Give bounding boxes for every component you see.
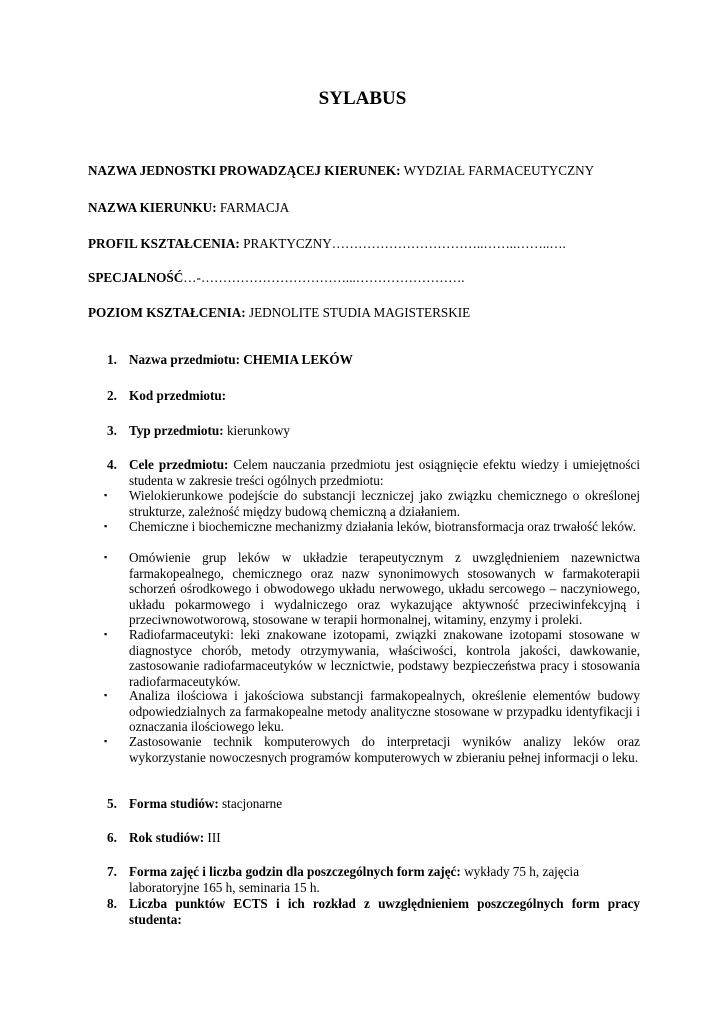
- section-6: [107, 830, 640, 846]
- section-label: Kod przedmiotu:: [129, 388, 227, 403]
- goal-bullet-6: [104, 734, 640, 765]
- bullet-text: Zastosowanie technik komputerowych do interpretacji wyników analizy leków oraz wykorzystanie nowoczesnych programów komputerowych w zbieraniu pełnej informacji o leku.: [129, 734, 640, 765]
- section-value: stacjonarne: [218, 796, 283, 811]
- section-number: 6.: [107, 830, 117, 845]
- goal-bullet-5: [104, 688, 640, 735]
- meta-profile: [88, 236, 648, 252]
- section-number: 7.: [107, 864, 117, 879]
- section-2: [107, 388, 640, 404]
- section-number: 8.: [107, 896, 117, 911]
- bullet-text: Chemiczne i biochemiczne mechanizmy działania leków, biotransformacja oraz trwałość leków.: [129, 519, 636, 534]
- bullet-marker: ▪: [104, 736, 108, 746]
- bullet-marker: ▪: [104, 521, 108, 531]
- meta-value: FARMACJA: [216, 200, 290, 215]
- section-number: 1.: [107, 352, 117, 367]
- section-label: Forma zajęć i liczba godzin dla poszczególnych form zajęć:: [129, 864, 461, 879]
- section-label: Forma studiów:: [129, 796, 219, 811]
- meta-specialty: [88, 270, 648, 286]
- section-7: [107, 864, 640, 895]
- section-value: Celem nauczania przedmiotu jest osiągnięcie efektu wiedzy i umiejętności studenta w zakresie treści ogólnych przedmiotu:: [129, 457, 641, 488]
- meta-label: POZIOM KSZTAŁCENIA:: [88, 305, 246, 320]
- bullet-marker: ▪: [104, 490, 108, 500]
- bullet-marker: ▪: [104, 629, 108, 639]
- section-4: [107, 457, 640, 488]
- section-value: CHEMIA LEKÓW: [243, 352, 353, 367]
- bullet-marker: ▪: [104, 690, 108, 700]
- page-title: SYLABUS: [318, 88, 407, 109]
- section-value: wykłady 75 h, zajęcia laboratoryjne 165 h, seminaria 15 h.: [129, 864, 580, 895]
- goal-bullet-3: [104, 550, 640, 628]
- meta-label: NAZWA KIERUNKU:: [88, 200, 217, 215]
- bullet-text: Analiza ilościowa i jakościowa substancji farmakopealnych, określenie elementów budowy odpowiedzialnych za farmakopealne metody analityczne stosowane w przypadku identyfikacji i oznaczania ilościowego leku.: [129, 688, 640, 734]
- goal-bullet-4: [104, 627, 640, 689]
- section-number: 3.: [107, 423, 117, 438]
- section-number: 4.: [107, 457, 117, 472]
- section-label: Liczba punktów ECTS i ich rozkład z uwzględnieniem poszczególnych form pracy studenta:: [129, 896, 640, 927]
- meta-label: PROFIL KSZTAŁCENIA:: [88, 236, 240, 251]
- meta-label: NAZWA JEDNOSTKI PROWADZĄCEJ KIERUNEK:: [88, 163, 401, 178]
- section-label: Cele przedmiotu:: [129, 457, 229, 472]
- goal-bullet-1: [104, 488, 640, 519]
- goal-bullet-2: [104, 519, 640, 535]
- bullet-text: Wielokierunkowe podejście do substancji leczniczej jako związku chemicznego o określonej strukturze, zależność między budową chemiczną a działaniem.: [129, 488, 640, 519]
- bullet-text: Omówienie grup leków w układzie terapeutycznym z uwzględnieniem nazewnictwa farmakopealnego, chemicznego oraz nazw synonimowych stosowanych w farmakoterapii schorzeń ośrodkowego i obwodowego układu nerwowego, układu sercowego – naczyniowego, układu pokarmowego i wydalniczego oraz wykazujące aktywność przeciwinfekcyjną i przeciwnowotworową, stosowane w terapii hormonalnej, witaminy, enzymy i proleki.: [129, 550, 640, 627]
- meta-value: WYDZIAŁ FARMACEUTYCZNY: [400, 163, 595, 178]
- section-label: Rok studiów:: [129, 830, 205, 845]
- section-8: [107, 896, 640, 927]
- bullet-marker: ▪: [104, 552, 108, 562]
- meta-value: …-……………………………...…………………….: [183, 270, 465, 285]
- section-5: [107, 796, 640, 812]
- meta-unit: [88, 163, 648, 179]
- meta-label: SPECJALNOŚĆ: [88, 270, 184, 285]
- meta-field: [88, 200, 648, 216]
- section-value: kierunkowy: [223, 423, 290, 438]
- meta-value: JEDNOLITE STUDIA MAGISTERSKIE: [245, 305, 471, 320]
- section-label: Typ przedmiotu:: [129, 423, 224, 438]
- meta-value: PRAKTYCZNY……………………………..……..……..….: [239, 236, 566, 251]
- section-number: 5.: [107, 796, 117, 811]
- section-3: [107, 423, 640, 439]
- section-value: III: [204, 830, 221, 845]
- meta-level: [88, 305, 648, 321]
- section-1: [107, 352, 640, 368]
- section-number: 2.: [107, 388, 117, 403]
- bullet-text: Radiofarmaceutyki: leki znakowane izotopami, związki znakowane izotopami stosowane w diagnostyce chorób, metody otrzymywania, właściwości, kontrola jakości, dawkowanie, zastosowanie radiofarmaceutyków w lecznictwie, podstawy bezpieczeństwa pracy i stosowania radiofarmaceutyków.: [129, 627, 640, 689]
- section-label: Nazwa przedmiotu:: [129, 352, 244, 367]
